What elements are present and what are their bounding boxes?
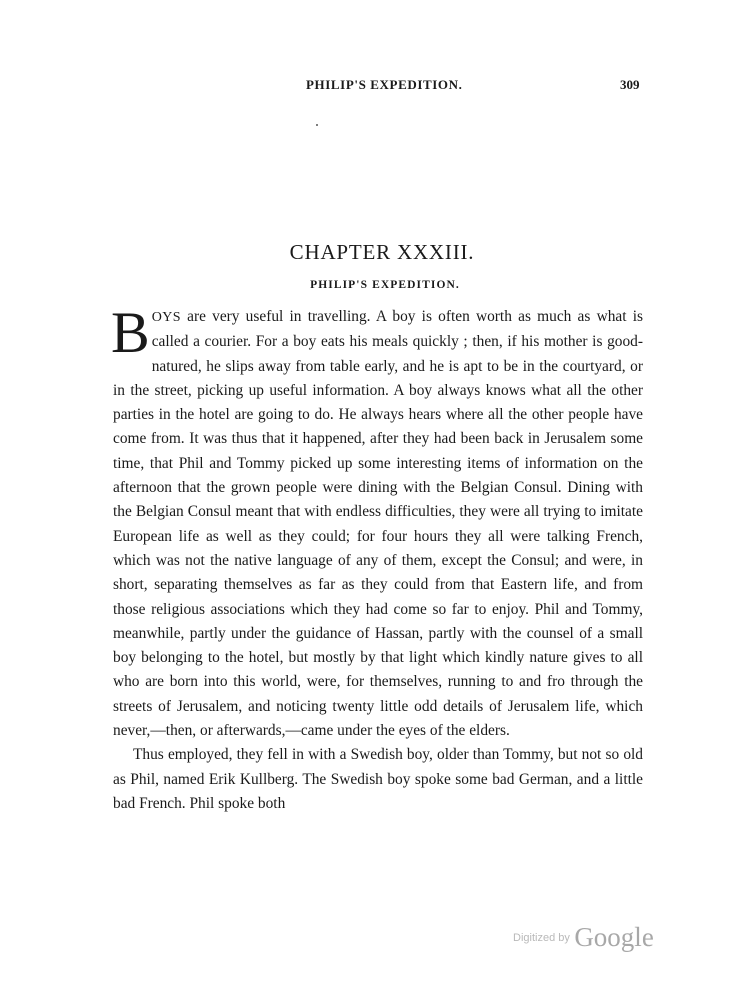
paragraph-1-lead: OYS (151, 310, 181, 325)
paragraph-1 (111, 300, 643, 743)
running-head (0, 77, 742, 97)
body-text (111, 300, 643, 816)
chapter-title: CHAPTER XXXIII. (289, 240, 475, 264)
chapter-subtitle: PHILIP'S EXPEDITION. (310, 279, 460, 291)
drop-cap: B (111, 300, 150, 365)
page-number: 309 (620, 77, 640, 92)
digitized-watermark (513, 922, 654, 952)
running-head-title: PHILIP'S EXPEDITION. (306, 77, 463, 92)
paper-speck (316, 124, 318, 126)
watermark-prefix: Digitized by (513, 932, 570, 944)
watermark-brand: Google (574, 922, 654, 952)
paragraph-2-text: Thus employed, they fell in with a Swedish boy, older than Tommy, but not so old as Phil, named Erik Kullberg. The Swedish boy spoke some bad German, and a little bad French. Phil spoke both (113, 746, 643, 812)
paragraph-2 (113, 743, 643, 816)
paragraph-1-text: are very useful in travelling. A boy is often worth as much as what is called a courier. For a boy eats his meals quickly ; then, if his mother is good-natured, he slips away from table early, and he is apt to be in the courtyard, or in the street, picking up useful information. A boy always knows what all the other parties in the hotel are going to do. He always hears where all the other people have come from. It was thus that it happened, after they had been back in Jerusalem some time, that Phil and Tommy picked up some interesting items of information on the afternoon that the grown people were dining with the Belgian Consul. Dining with the Belgian Consul meant that with endless difficulties, they were all trying to imitate European life as well as they could; for four hours they all were talking French, which was not the native language of any of them, except the Consul; and were, in short, separating themselves as far as they could from that Eastern life, and from those religious associations which they had come so far to enjoy. Phil and Tommy, meanwhile, partly under the guidance of Hassan, partly with the counsel of a small boy belonging to the hotel, but mostly by that light which kindly nature gives to all who are born into this world, were, for themselves, running to and fro through the streets of Jerusalem, and noticing twenty little odd details of Jerusalem life, which never,—then, or afterwards,—came under the eyes of the elders. (113, 308, 643, 740)
